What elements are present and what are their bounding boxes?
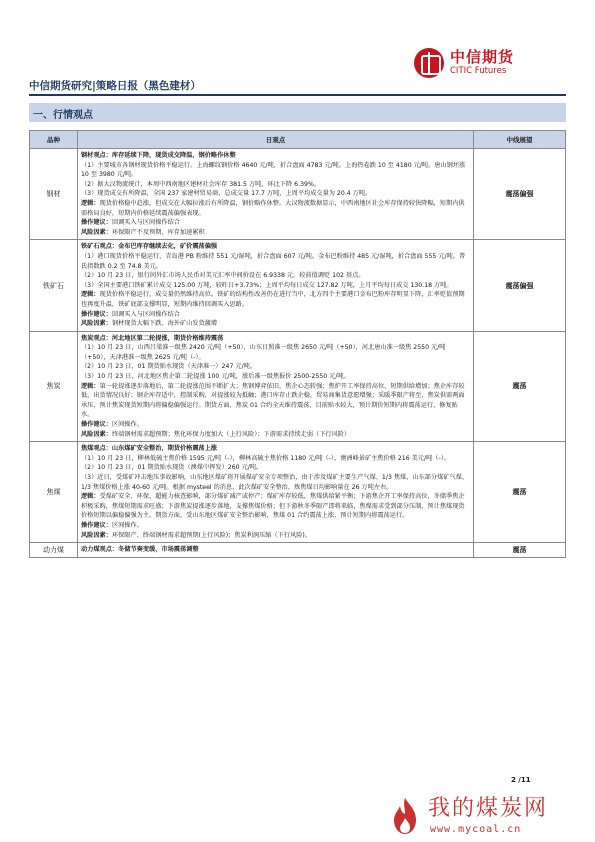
flame-logo-icon (386, 796, 424, 836)
view-headline: 钢材观点：库存延续下降，现货成交降温，钢价略作休整 (81, 152, 236, 159)
view-line: （2）10 月 23 日，01 期货贴水现货（天津准一）247 元/吨。 (81, 363, 257, 371)
citic-logo-icon (414, 48, 444, 78)
table-row (30, 543, 566, 558)
view-line: （2）10 月 23 日，银行间外汇市场人民币对美元汇率中间价设在 6.9338 元，较前值调贬 102 基点。 (81, 272, 365, 280)
view-line: （2）10 月 23 日，01 期货贴水现货（澳煤中挥发）260 元/吨。 (81, 464, 263, 472)
view-headline: 动力煤观点：冬储节奏变缓，市场震荡调整 (81, 546, 199, 554)
table-row (30, 442, 566, 543)
row-category: 钢材 (30, 149, 78, 240)
view-line: （3）近日，受煤矿冲击地压事故影响，山东地区煤矿将开展煤矿安全专项整治，由于涉及煤矿主要生产气煤、1/3 焦煤，山东部分煤矿气煤、1/3 焦煤价格上涨 40-60 元/吨。根据 mysteel 的消息，此次煤矿安全整治，炼焦煤日均影响量在 26 万吨左右。 (81, 474, 469, 491)
row-daily-view (78, 149, 474, 240)
table-body (30, 149, 566, 558)
row-outlook: 震荡 (474, 442, 566, 543)
view-line: （1）主要城市各钢材现货价格平稳运行。上海螺纹钢价格 4640 元/吨，折合盘面 4783 元/吨。上海热卷跌 10 至 4180 元/吨。唐山钢坯涨 10 至 3980 元/吨。 (81, 161, 466, 179)
view-line: 操作建议：区间操作。 (81, 421, 143, 429)
page-number: 2 /11 (511, 776, 531, 784)
view-headline: 焦煤观点：山东煤矿安全整治，期货价格震荡上涨 (81, 445, 218, 453)
row-outlook: 震荡 (474, 543, 566, 558)
view-line: 逻辑：现货价格平稳运行，成交量仍然维持高位。铁矿的结构性改善仍在进行当中，北方四个主要港口金布巴粉库存明显下降，汇率贬值预期也再度升温，铁矿底部支撑明显，短期内维持回调买入思路。 (81, 291, 465, 308)
view-line: 逻辑：第一轮提涨逐步落地后，第二轮提涨范围不断扩大；焦钢博弈依旧，焦企心态转强；焦炉开工率保持高位，短期供给增加；焦企库存较低，出货情况良好；钢企库存适中，控制采购，对提涨较为抵触；港口库存止跌企稳，贸易商集货意愿增强；采暖季限产将至，焦炭供需两面承压，预计焦炭现货短期内将偏稳偏强运行。期货方面，焦炭 01 合约全天维持震荡，目前贴水较大，预计期价短期内将震荡运行，修复贴水。 (81, 382, 465, 419)
view-line: 逻辑：受煤矿安全、环保、超能力核查影响，部分煤矿减产或停产；煤矿库存较低，焦煤供给紧平衡；下游焦企开工率保持高位，冬储季焦企积极采购，焦煤短期需求旺盛；下游焦炭提涨逐步落地，支撑焦煤价格；但下游秋冬季限产即将来临，焦煤需求受到部分压制，预计焦煤现货价格短期以偏稳偏强为主。期货方面，受山东地区煤矿安全整治影响，焦煤 01 合约震荡上涨，预计短期内将震荡运行。 (81, 493, 465, 520)
brand-name-cn: 中信期货 (450, 48, 515, 66)
row-outlook: 震荡偏强 (474, 149, 566, 240)
view-headline: 焦炭观点：河北地区第二轮提涨，期货价格维持震荡 (81, 334, 224, 342)
view-line: 操作建议：回调买入与区间操作结合 (81, 310, 180, 318)
view-line: （3）现货成交有所降温，全国 237 家建材贸易商，总成交量 17.7 万吨，上周平均成交量为 20.4 万吨。 (81, 190, 372, 198)
view-line: （1）10 月 23 日，柳林低硫主焦价格 1595 元/吨（-），柳林高硫主焦价格 1180 元/吨（-），澳洲峰景矿主焦价格 216 美元/吨（-）。 (81, 454, 450, 462)
mycoal-watermark (386, 796, 586, 842)
section-title: 一、行情观点 (33, 110, 93, 121)
row-daily-view (78, 240, 474, 331)
column-header-category: 品种 (30, 131, 78, 149)
brand-name-en: CITIC Futures (450, 66, 507, 76)
market-view-table (29, 130, 566, 558)
view-line: 风险因素：环保限产、终端钢材需求超预期(上行风险)；焦炭利润压缩（下行风险)。 (81, 531, 311, 539)
view-headline: 铁矿石观点：金布巴库存继续去化，矿价震荡偏强 (81, 243, 218, 251)
view-line: 风险因素：钢材现货大幅下跌、海外矿山发货激增 (81, 320, 218, 328)
row-category: 焦煤 (30, 442, 78, 543)
column-header-outlook: 中线展望 (474, 131, 566, 149)
column-header-daily-view: 日观点 (78, 131, 474, 149)
report-title: 中信期货研究|策略日报（黑色建材） (29, 80, 201, 92)
view-line: （3）全国主要港口铁矿累计成交 125.00 万吨，较昨日+3.73%；上周平均每日成交 127.82 万吨，上月平均每日成交 130.18 万吨。 (81, 281, 453, 289)
row-daily-view (78, 442, 474, 543)
row-outlook: 震荡偏强 (474, 240, 566, 331)
view-line: （1）港口现货价格平稳运行，青岛港 PB 粉维持 551 元/湿吨，折合盘面 607 元/吨。金布巴粉维持 485 元/湿吨，折合盘面 555 元/吨。普氏指数跌 0.2 至 74.8 美元。 (81, 252, 466, 270)
view-line: 操作建议：回调买入与区间操作结合 (81, 219, 180, 227)
view-line: 风险因素：终端钢材需求超预期；焦化环保力度加大（上行风险）；下游需求持续走弱（下行风险） (81, 430, 351, 438)
watermark-url: www.mycoal.cn (430, 824, 522, 835)
view-line: （3）10 月 23 日，河北地区焦企第二轮提涨 100 元/吨，涨后准一级焦报价 2500-2550 元/吨。 (81, 373, 350, 381)
section-header (29, 103, 566, 122)
header-rule (29, 94, 566, 96)
table-row (30, 149, 566, 240)
view-line: 操作建议：区间操作。 (81, 521, 143, 529)
row-daily-view (78, 543, 474, 558)
watermark-site-name: 我的煤炭网 (428, 796, 549, 821)
citic-futures-logo (414, 48, 514, 78)
table-row (30, 240, 566, 331)
table-header-row (30, 131, 566, 149)
row-daily-view (78, 331, 474, 442)
row-outlook: 震荡 (474, 331, 566, 442)
row-category: 铁矿石 (30, 240, 78, 331)
table-row (30, 331, 566, 442)
view-line: 风险因素：环保限产不及预期、库存加速累积 (81, 228, 205, 236)
view-line: （1）10 月 23 日，山西吕梁准一级焦 2420 元/吨（+50），山东日照准一级焦 2650 元/吨（+50），河北唐山准一级焦 2550 元/吨（+50），天津港准一级焦 2625 元/吨（-）。 (81, 344, 446, 361)
view-line: 逻辑：现货价格稳中趋涨，但成交在大幅拉涨后有所降温，钢价略作休整。大汉物流数据显示，中西南地区社会库存保持较快降幅，短期内供需格局良好，短期内价格延续震荡偏强表现。 (81, 199, 465, 217)
row-category: 动力煤 (30, 543, 78, 558)
view-line: （2）据大汉物流统计，本周中西南地区建材社会库存 381.5 万吨，环比下降 6.39%。 (81, 180, 321, 188)
row-category: 焦炭 (30, 331, 78, 442)
